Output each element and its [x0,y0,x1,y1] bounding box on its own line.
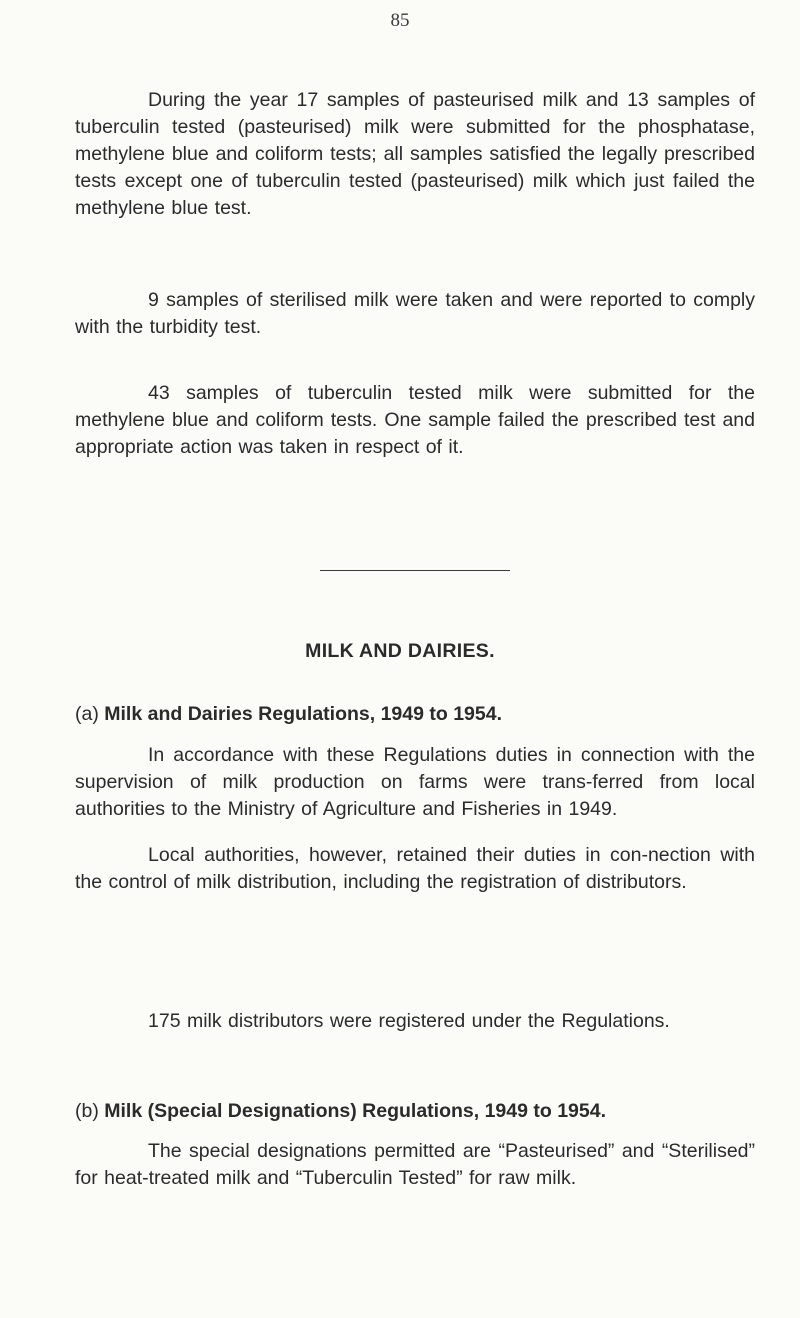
subsection-b-title: Milk (Special Designations) Regulations, 1949 to 1954. [104,1100,607,1122]
section-divider [320,570,510,571]
paragraph-sterilised-samples: 9 samples of sterilised milk were taken and were reported to comply with the turbidity test. [75,289,755,338]
subsection-b-marker: (b) [75,1100,99,1122]
page-number: 85 [390,10,410,31]
paragraph-pasteurised-samples: During the year 17 samples of pasteurised milk and 13 samples of tuberculin tested (pasteurised) milk were submitted for the phosphatase, methylene blue and coliform tests; all samples satisfied the legally prescribed tests except one of tuberculin tested (pasteurised) milk which just failed the methylene blue test. [75,89,755,219]
subsection-a-marker: (a) [75,703,99,725]
section-heading: MILK AND DAIRIES. [305,640,495,662]
paragraph-local-authorities: Local authorities, however, retained their duties in con-nection with the control of milk distribution, including the registration of distributors. [75,844,755,893]
subsection-a-heading [75,701,502,728]
paragraph-tuberculin-samples: 43 samples of tuberculin tested milk were submitted for the methylene blue and coliform tests. One sample failed the prescribed test and appropriate action was taken in respect of it. [75,382,755,458]
subsection-b-heading [75,1098,606,1125]
paragraph-special-designations: The special designations permitted are “Pasteurised” and “Sterilised” for heat-treated milk and “Tuberculin Tested” for raw milk. [75,1140,755,1189]
paragraph-distributors-registered: 175 milk distributors were registered under the Regulations. [148,1010,670,1032]
subsection-a-title: Milk and Dairies Regulations, 1949 to 1954. [104,703,502,725]
paragraph-regulations-transfer: In accordance with these Regulations duties in connection with the supervision of milk production on farms were trans-ferred from local authorities to the Ministry of Agriculture and Fisheries in 1949. [75,744,755,820]
